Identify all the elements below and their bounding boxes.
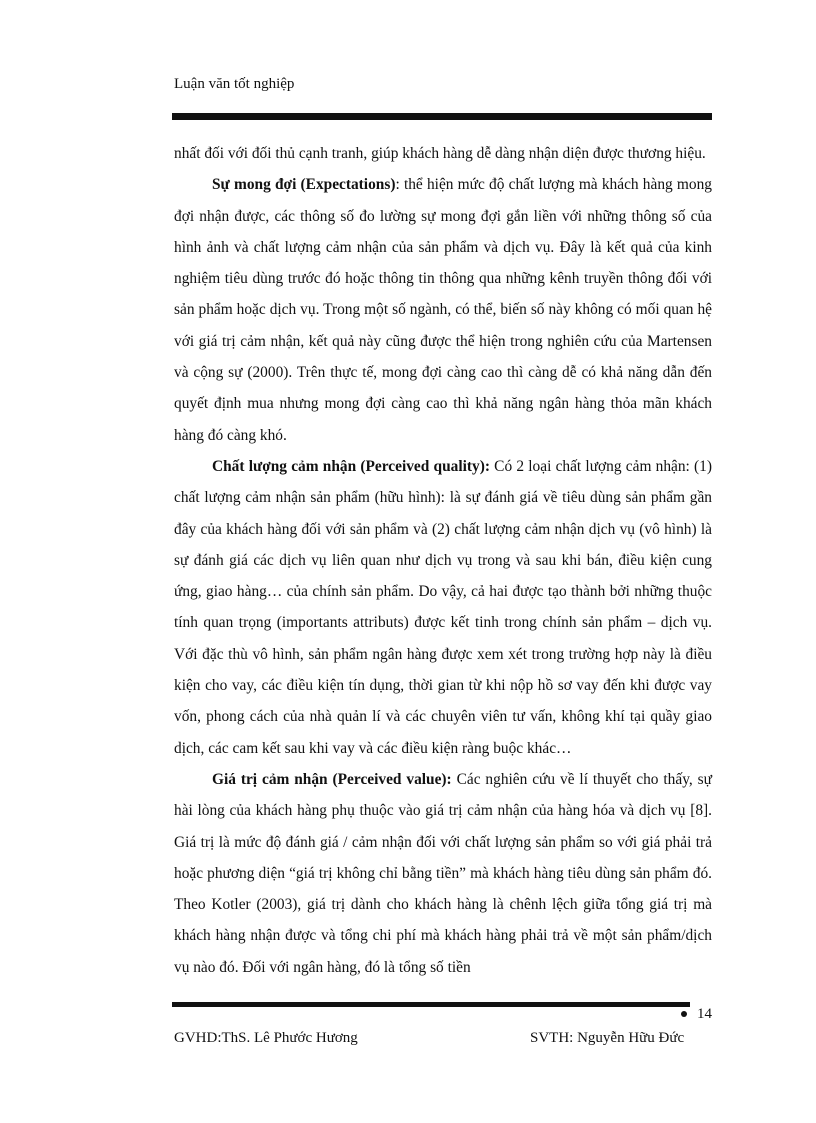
footer-advisor: GVHD:ThS. Lê Phước Hương	[174, 1030, 358, 1046]
header-rule	[172, 113, 712, 120]
body-text	[174, 138, 712, 983]
page-number	[681, 1006, 712, 1023]
term-expectations: Sự mong đợi (Expectations)	[212, 176, 396, 194]
paragraph-perceived-value	[174, 764, 712, 983]
paragraph-expectations	[174, 169, 712, 451]
footer-student: SVTH: Nguyễn Hữu Đức	[530, 1030, 685, 1046]
paragraph-text: Các nghiên cứu về lí thuyết cho thấy, sự hài lòng của khách hàng phụ thuộc vào giá trị cảm nhận của hàng hóa và dịch vụ [8]. Giá trị là mức độ đánh giá / cảm nhận đối với chất lượng sản phẩm so với giá phải trả hoặc phương diện “giá trị không chỉ bằng tiền” mà khách hàng tiêu dùng sản phẩm đó. Theo Kotler (2003), giá trị dành cho khách hàng là chênh lệch giữa tổng giá trị mà khách hàng nhận được và tổng chi phí mà khách hàng phải trả về một sản phẩm/dịch vụ nào đó. Đối với ngân hàng, đó là tổng số tiền	[174, 770, 712, 976]
bullet-icon	[681, 1011, 687, 1017]
term-perceived-quality: Chất lượng cảm nhận (Perceived quality):	[212, 457, 490, 475]
term-perceived-value: Giá trị cảm nhận (Perceived value):	[212, 770, 452, 788]
paragraph-text: nhất đối với đối thủ cạnh tranh, giúp khách hàng dễ dàng nhận diện được thương hiệu.	[174, 145, 706, 162]
paragraph-text: : thể hiện mức độ chất lượng mà khách hàng mong đợi nhận được, các thông số đo lường sự mong đợi gắn liền với những thông số của hình ảnh và chất lượng cảm nhận của sản phẩm và dịch vụ. Đây là kết quả của kinh nghiệm tiêu dùng trước đó hoặc thông tin thông qua những kênh truyền thông đối với sản phẩm hoặc dịch vụ. Trong một số ngành, có thể, biến số này không có mối quan hệ với giá trị cảm nhận, kết quả này cũng được thể hiện trong nghiên cứu của Martensen và cộng sự (2000). Trên thực tế, mong đợi càng cao thì càng dễ có khả năng dẫn đến quyết định mua nhưng mong đợi càng cao thì khả năng ngân hàng thỏa mãn khách hàng đó càng khó.	[174, 176, 712, 444]
paragraph-perceived-quality	[174, 451, 712, 764]
paragraph-text: Có 2 loại chất lượng cảm nhận: (1) chất lượng cảm nhận sản phẩm (hữu hình): là sự đánh giá về tiêu dùng sản phẩm gần đây của khách hàng đối với sản phẩm và (2) chất lượng cảm nhận dịch vụ (vô hình) là sự đánh giá các dịch vụ liên quan như dịch vụ trong và sau khi bán, điều kiện cung ứng, giao hàng… của chính sản phẩm. Do vậy, cả hai được tạo thành bởi những thuộc tính quan trọng (importants attributs) được kết tinh trong chính sản phẩm – dịch vụ. Với đặc thù vô hình, sản phẩm ngân hàng được xem xét trong trường hợp này là điều kiện cho vay, các điều kiện tín dụng, thời gian từ khi nộp hồ sơ vay đến khi được vay vốn, phong cách của nhà quản lí và các chuyên viên tư vấn, không khí tại quầy giao dịch, các cam kết sau khi vay và các điều kiện ràng buộc khác…	[174, 457, 712, 757]
page-number-value: 14	[697, 1006, 712, 1022]
header-title: Luận văn tốt nghiệp	[174, 76, 295, 92]
footer-rule	[172, 1002, 690, 1007]
paragraph-continuation	[174, 138, 712, 169]
